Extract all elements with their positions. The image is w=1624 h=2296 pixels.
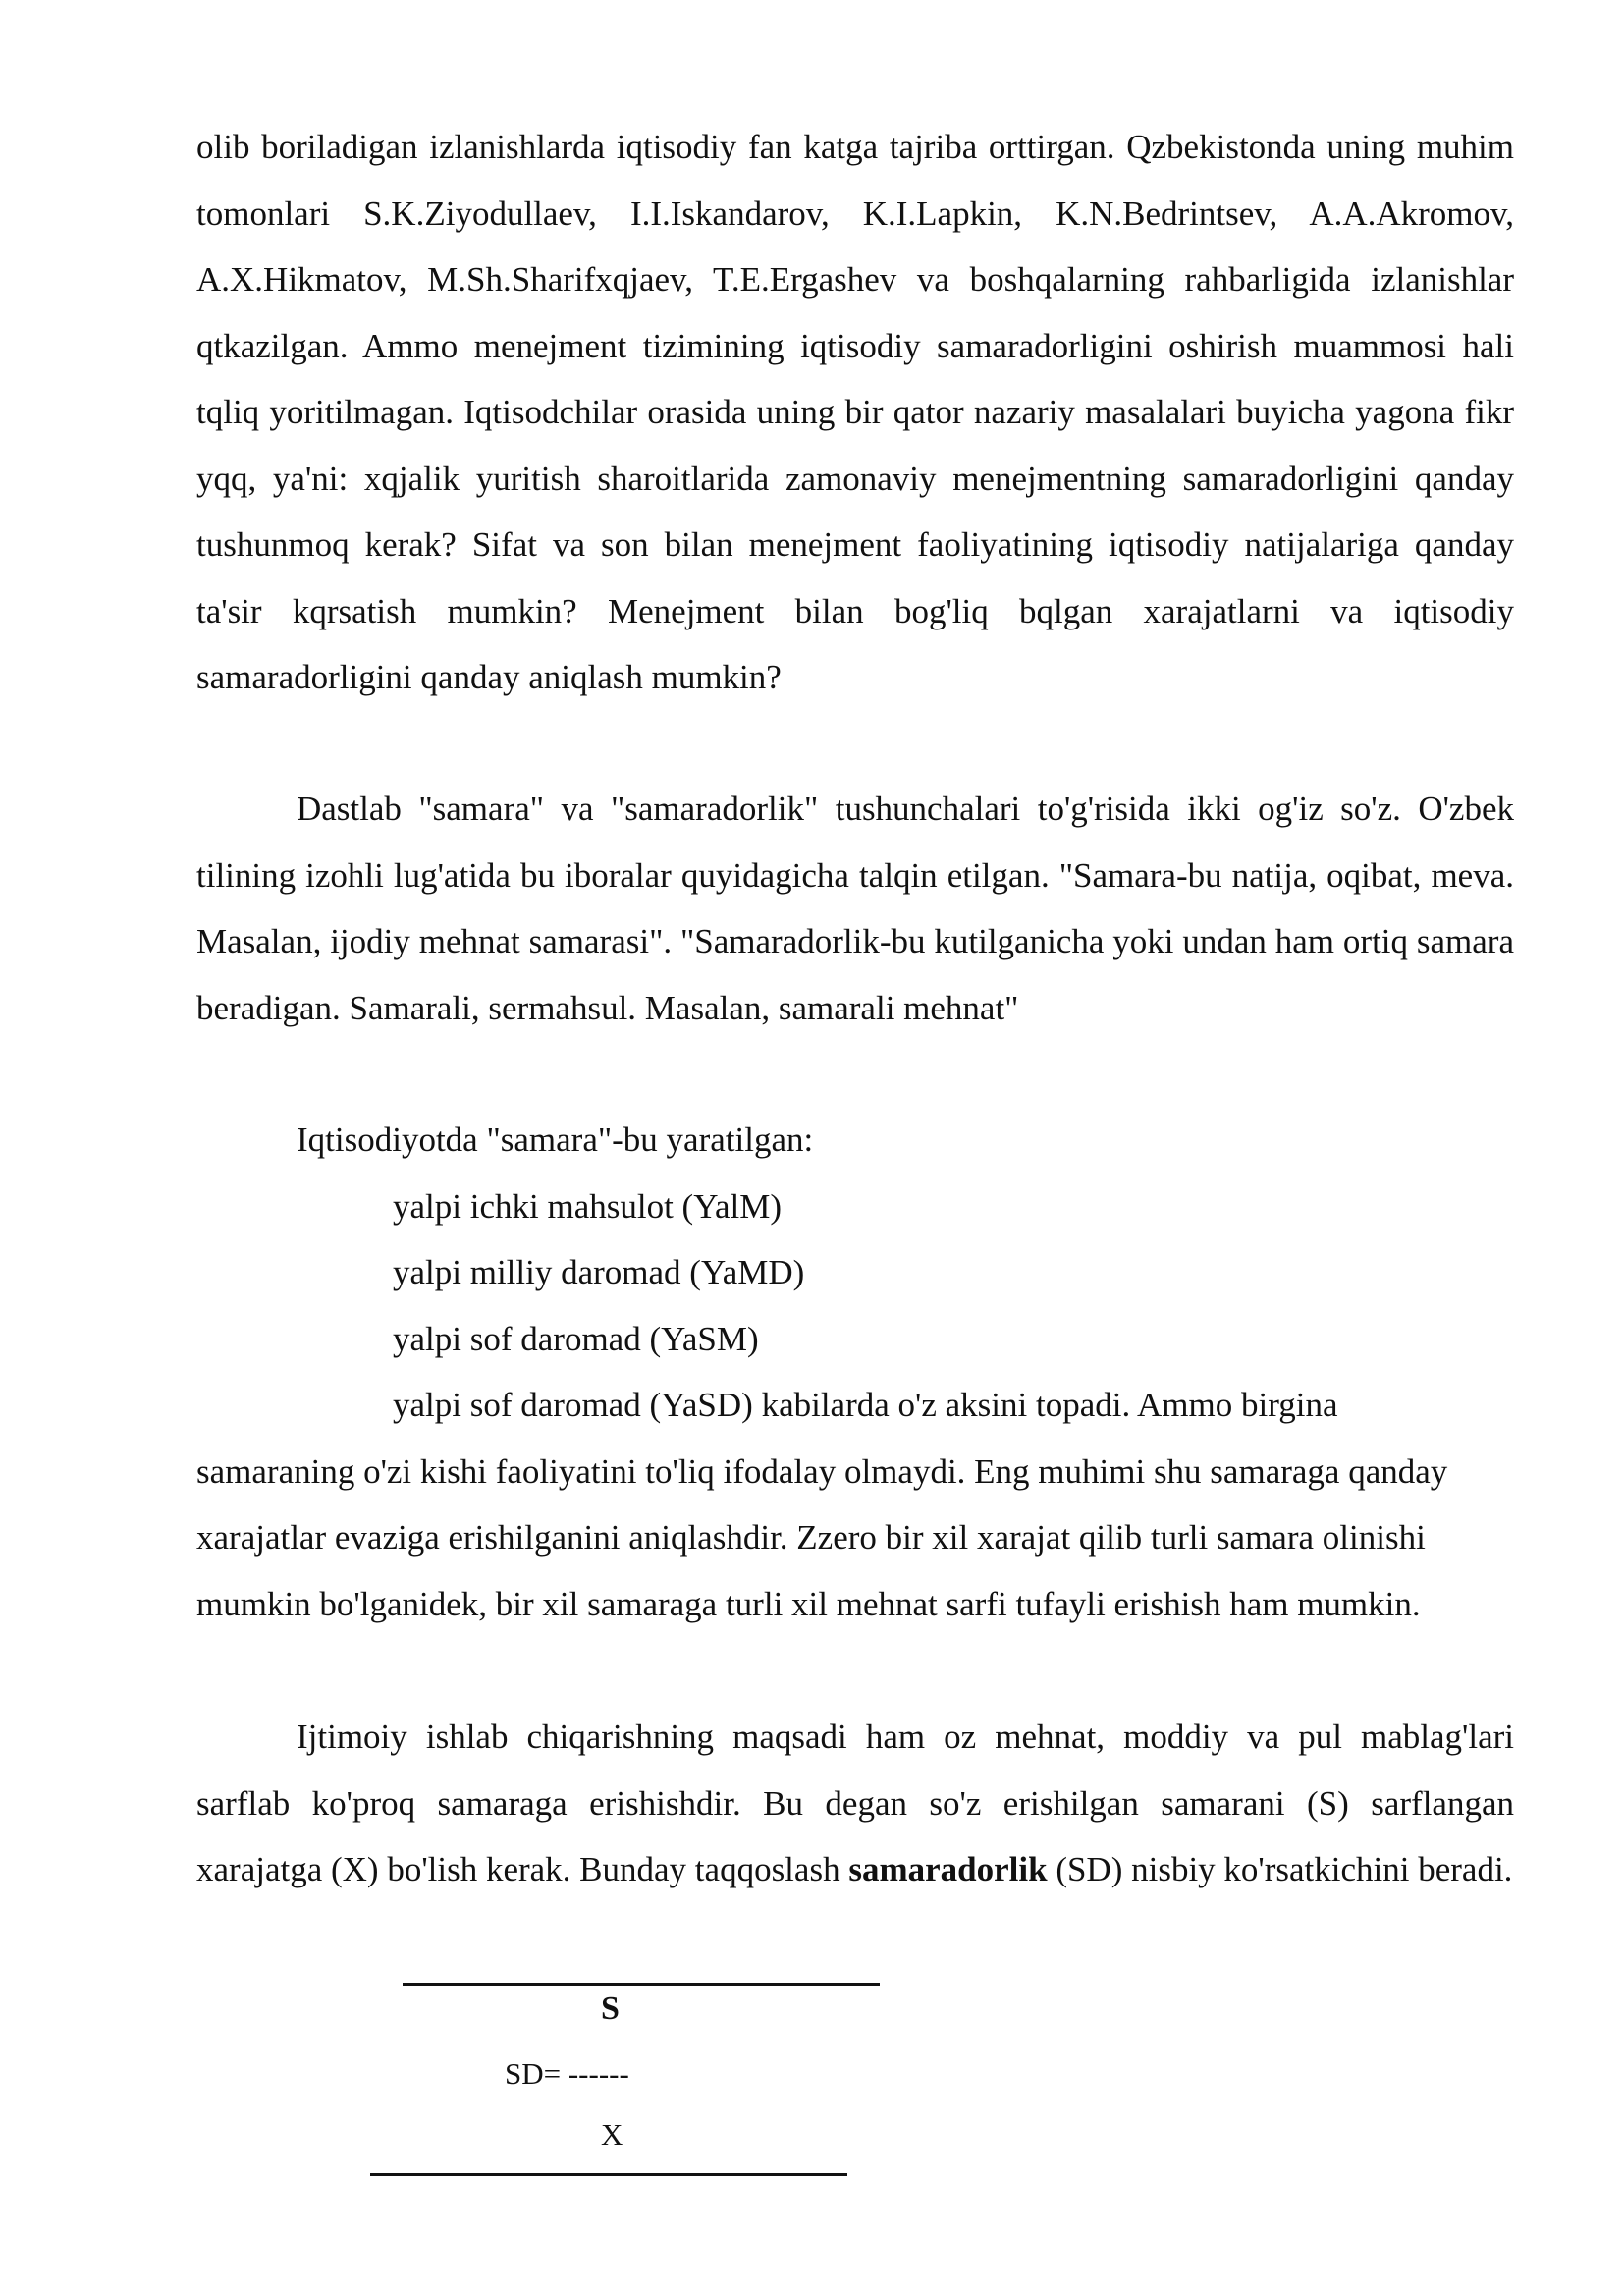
paragraph-list-continuation (196, 1372, 1514, 1637)
formula-top-rule (403, 1983, 880, 1986)
formula-bottom-rule (370, 2173, 847, 2176)
list-item: yalpi ichki mahsulot (YalM) (393, 1187, 783, 1226)
formula-numerator: S (601, 1991, 620, 2027)
bold-term: samaradorlik (848, 1850, 1048, 1888)
paragraph-efficiency-text: Ijtimoiy ishlab chiqarishning maqsadi ham oz mehnat, moddiy va pul mablag'lari sarflab ko'proq samaraga erishishdir. Bu degan so'z erishilgan samarani (S) sarflangan xarajatga (X) bo'lish kerak. Bunday taqqoslash (196, 1718, 1514, 1888)
paragraph-efficiency (196, 1704, 1514, 1903)
paragraph-continuation-text: samaraning o'zi kishi faoliyatini to'liq ifodalay olmaydi. Eng muhimi shu samaraga qanday xarajatlar evaziga erishilganini aniqlashdir. Zzero bir xil xarajat qilib turli samara olinishi mumkin bo'lganidek, bir xil samaraga turli xil mehnat sarfi tufayli erishish ham mumkin. (196, 1451, 1448, 1623)
paragraph-intro-research: olib boriladigan izlanishlarda iqtisodiy fan katga tajriba orttirgan. Qzbekistonda uning muhim tomonlari S.K.Ziyodullaev, I.I.Iskandarov, K.I.Lapkin, K.N.Bedrintsev, A.A.Akromov, A.X.Hikmatov, M.Sh.Sharifxqjaev, T.E.Ergashev va boshqalarning rahbarligida izlanishlar qtkazilgan. Ammo menejment tizimining iqtisodiy samaradorligini oshirish muammosi hali tqliq yoritilmagan. Iqtisodchilar orasida uning bir qator nazariy masalalari buyicha yagona fikr yqq, ya'ni: xqjalik yuritish sharoitlarida zamonaviy menejmentning samaradorligini qanday tushunmoq kerak? Sifat va son bilan menejment faoliyatining iqtisodiy natijalariga qanday ta'sir kqrsatish mumkin? Menejment bilan bog'liq bqlgan xarajatlarni va iqtisodiy samaradorligini qanday aniqlash mumkin? (196, 128, 1514, 696)
paragraph-definitions: Dastlab "samara" va "samaradorlik" tushunchalari to'g'risida ikki og'iz so'z. O'zbek tilining izohli lug'atida bu iboralar quyidagicha talqin etilgan. "Samara-bu natija, oqibat, meva. Masalan, ijodiy mehnat samarasi". "Samaradorlik-bu kutilganicha yoki undan ham ortiq samara beradigan. Samarali, sermahsul. Masalan, samarali mehnat" (196, 790, 1514, 1027)
list-item: yalpi sof daromad (YaSM) (393, 1320, 759, 1358)
list-item: yalpi milliy daromad (YaMD) (393, 1253, 805, 1291)
list-item-last: yalpi sof daromad (YaSD) kabilarda o'z aksini topadi. Ammo birgina (393, 1386, 1338, 1424)
paragraph-efficiency-end: (SD) nisbiy ko'rsatkichini beradi. (1056, 1850, 1513, 1888)
formula-equation: SD= ------ (505, 2056, 629, 2091)
formula-denominator: X (601, 2117, 623, 2152)
list-intro: Iqtisodiyotda "samara"-bu yaratilgan: (297, 1121, 814, 1159)
